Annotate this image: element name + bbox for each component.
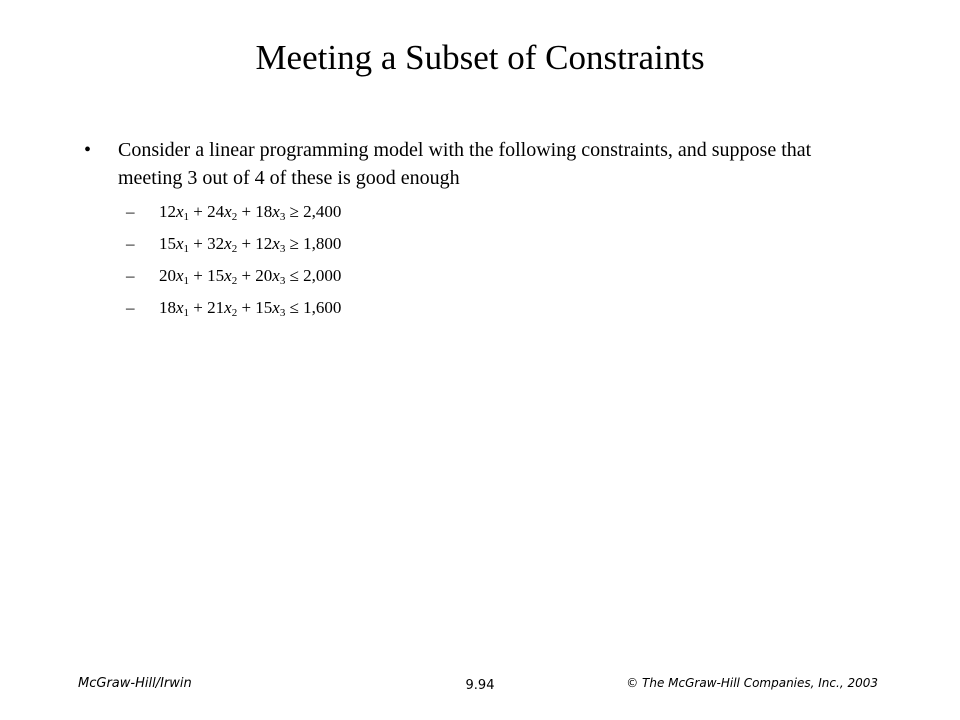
subscript: 1 <box>183 307 190 319</box>
subscript: 3 <box>279 243 286 255</box>
coefficient-3: 20 <box>255 266 273 285</box>
subscript: 2 <box>231 307 238 319</box>
slide-title: Meeting a Subset of Constraints <box>255 38 705 77</box>
plus-sign: + <box>241 234 252 253</box>
plus-sign: + <box>193 266 203 285</box>
bullet-marker: • <box>84 139 92 161</box>
operator: ≤ <box>289 266 299 285</box>
subscript: 1 <box>183 211 190 223</box>
variable: x <box>224 234 232 253</box>
variable: x <box>176 298 184 317</box>
variable: x <box>272 202 280 221</box>
dash-marker: – <box>126 298 135 317</box>
coefficient-1: 15 <box>159 234 176 253</box>
plus-sign: + <box>193 234 203 253</box>
plus-sign: + <box>241 266 252 285</box>
right-hand-side: 2,400 <box>303 202 342 221</box>
coefficient-3: 12 <box>255 234 273 253</box>
variable: x <box>224 266 232 285</box>
subscript: 2 <box>231 211 238 223</box>
page-number: 9.94 <box>465 678 495 693</box>
right-hand-side: 2,000 <box>303 266 342 285</box>
coefficient-1: 20 <box>159 266 176 285</box>
operator: ≥ <box>289 202 299 221</box>
right-hand-side: 1,800 <box>303 234 342 253</box>
subscript: 3 <box>279 275 286 287</box>
coefficient-1: 12 <box>159 202 176 221</box>
coefficient-3: 18 <box>255 202 273 221</box>
variable: x <box>176 202 184 221</box>
coefficient-2: 15 <box>207 266 225 285</box>
dash-marker: – <box>126 234 135 253</box>
coefficient-2: 24 <box>207 202 225 221</box>
plus-sign: + <box>193 202 203 221</box>
bullet-item <box>84 136 844 192</box>
operator: ≥ <box>289 234 299 253</box>
subscript: 3 <box>279 307 286 319</box>
coefficient-2: 32 <box>207 234 225 253</box>
constraint-4 <box>126 296 626 328</box>
dash-marker: – <box>126 266 135 285</box>
plus-sign: + <box>241 298 252 317</box>
footer-copyright: © The McGraw-Hill Companies, Inc., 2003 <box>626 676 878 690</box>
plus-sign: + <box>241 202 252 221</box>
variable: x <box>224 298 232 317</box>
subscript: 3 <box>279 211 286 223</box>
coefficient-1: 18 <box>159 298 176 317</box>
variable: x <box>224 202 232 221</box>
footer-publisher: McGraw-Hill/Irwin <box>78 676 192 691</box>
variable: x <box>176 266 184 285</box>
subscript: 1 <box>183 275 190 287</box>
coefficient-2: 21 <box>207 298 225 317</box>
variable: x <box>272 298 280 317</box>
variable: x <box>272 234 280 253</box>
subscript: 2 <box>231 275 238 287</box>
constraint-list <box>126 200 626 328</box>
dash-marker: – <box>126 202 135 221</box>
plus-sign: + <box>193 298 203 317</box>
variable: x <box>176 234 184 253</box>
bullet-block <box>84 136 844 192</box>
right-hand-side: 1,600 <box>303 298 342 317</box>
subscript: 1 <box>183 243 190 255</box>
bullet-text: Consider a linear programming model with the following constraints, and suppose that meeting 3 out of 4 of these is good enough <box>118 139 812 189</box>
coefficient-3: 15 <box>255 298 273 317</box>
constraint-3 <box>126 264 626 296</box>
constraint-1 <box>126 200 626 232</box>
subscript: 2 <box>231 243 238 255</box>
variable: x <box>272 266 280 285</box>
operator: ≤ <box>289 298 299 317</box>
constraint-2 <box>126 232 626 264</box>
